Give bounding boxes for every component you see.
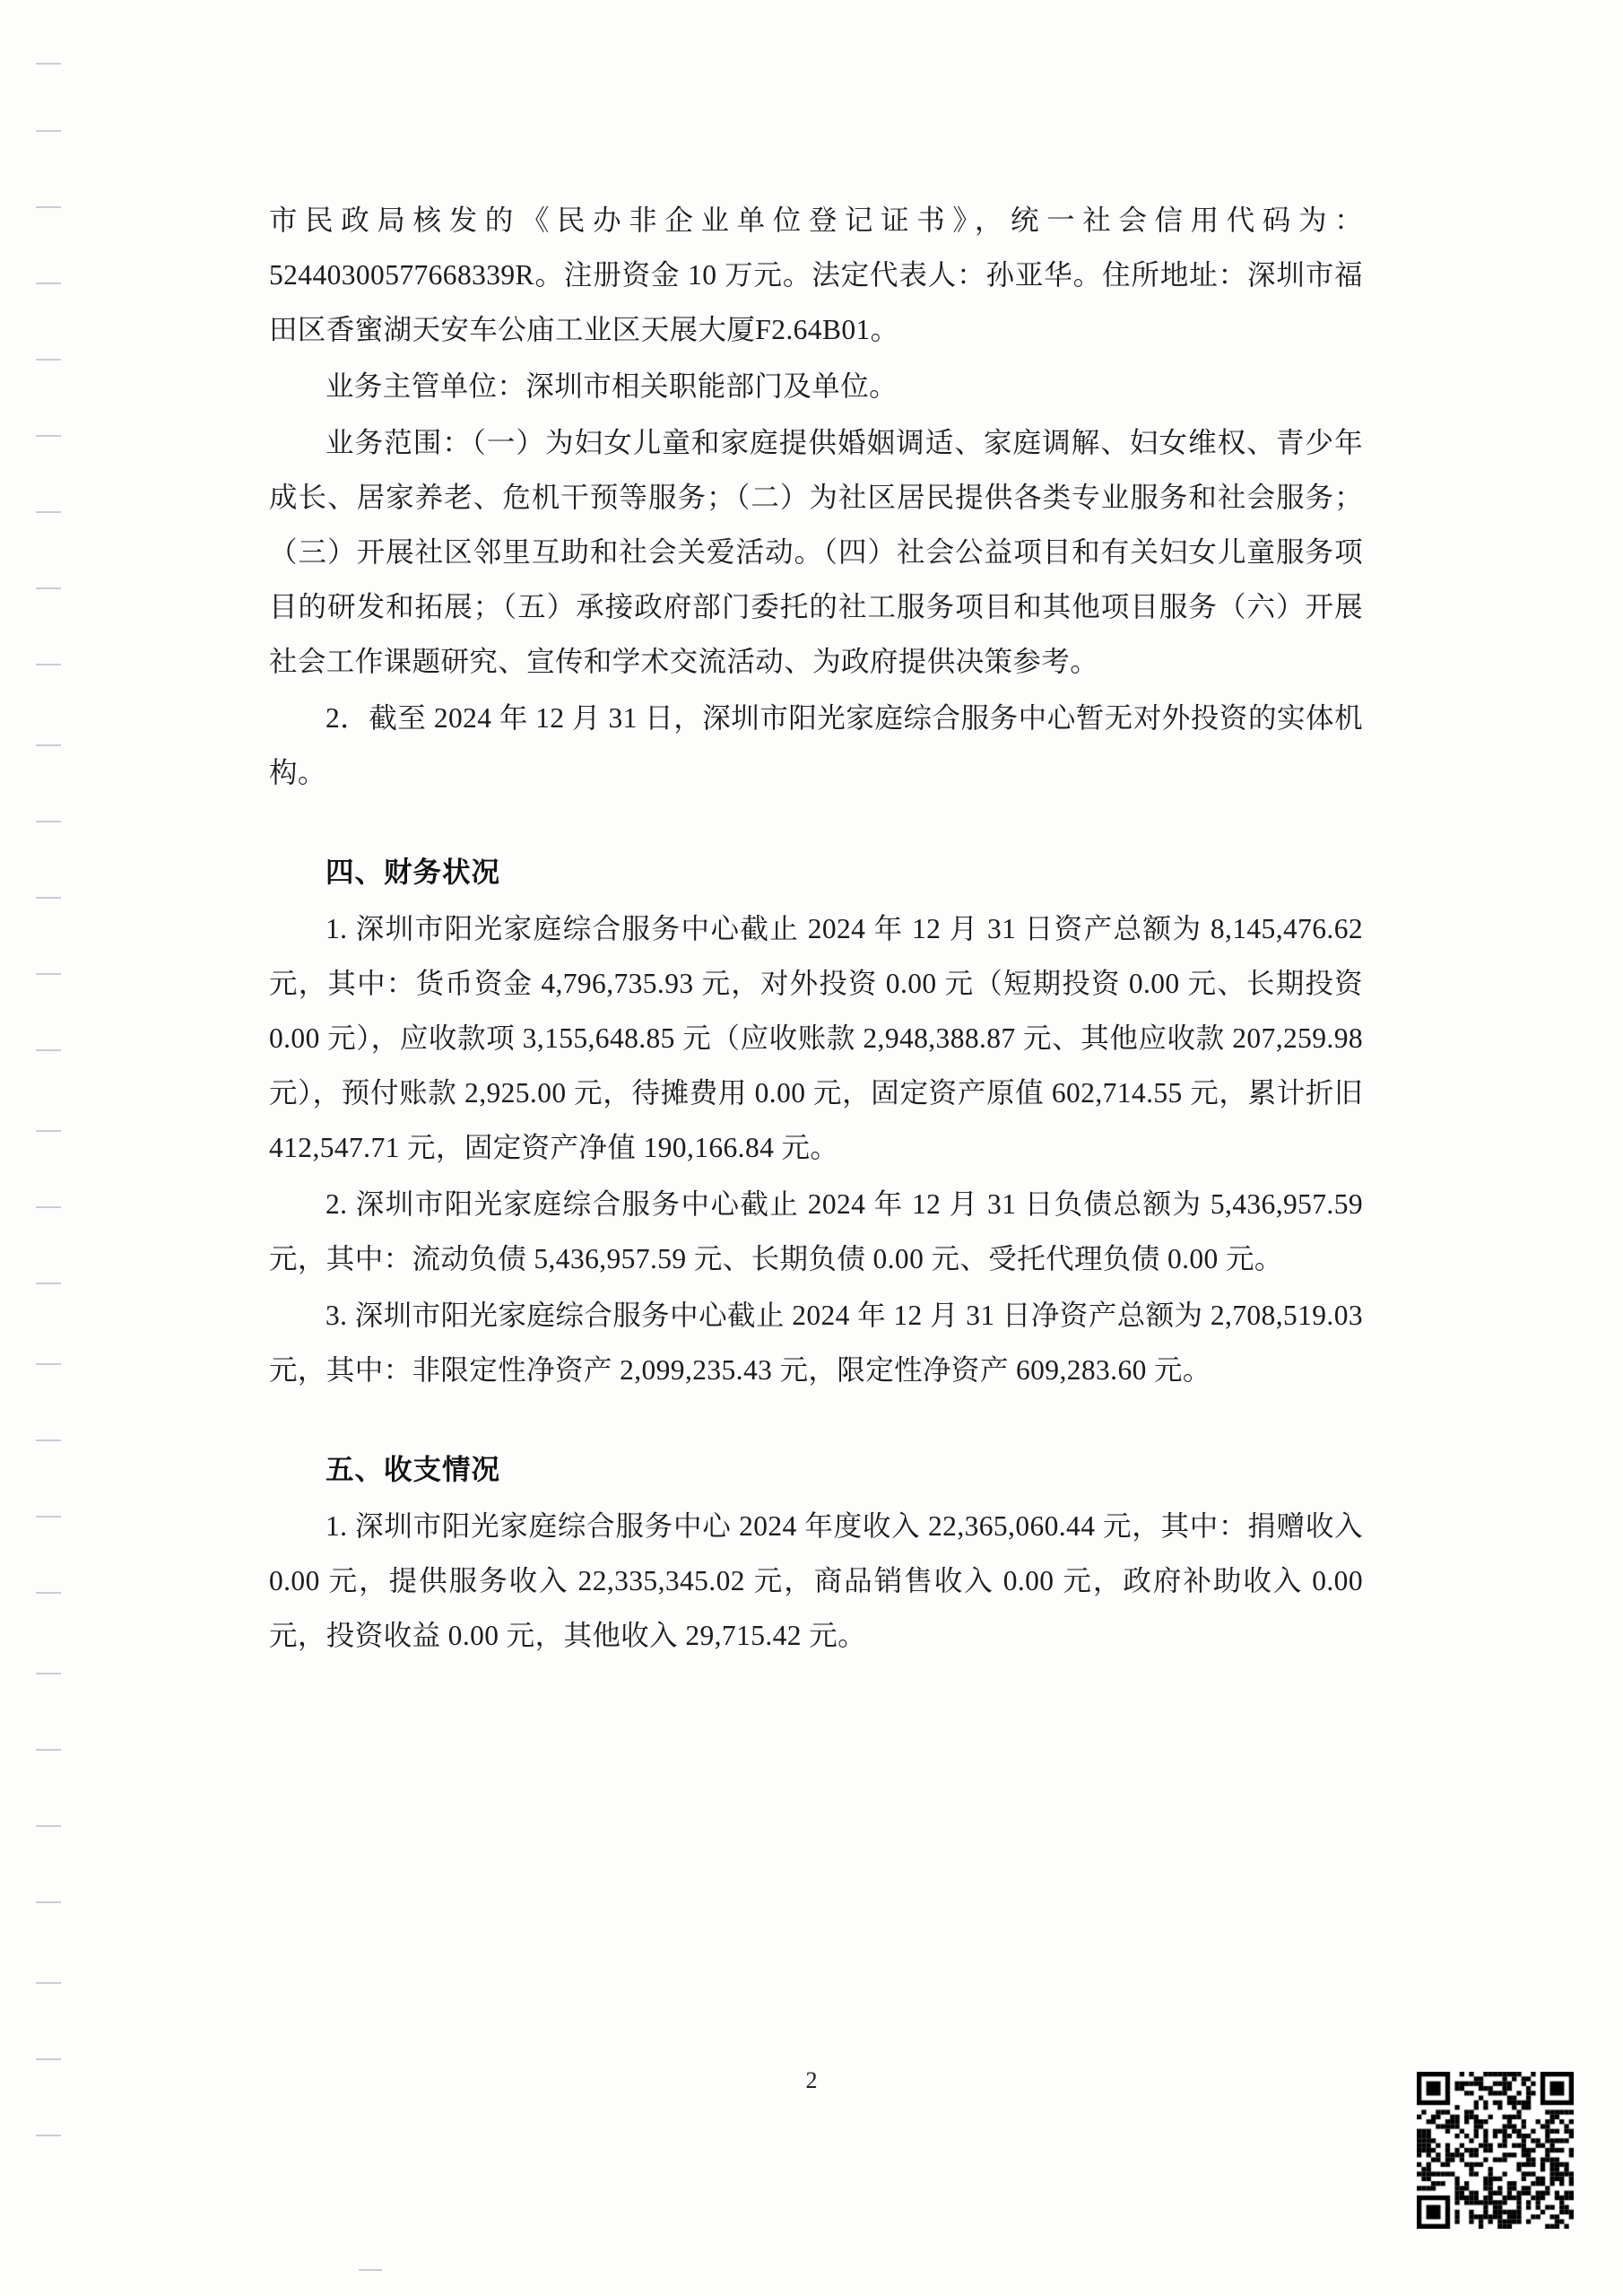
paragraph-registration-info: 市民政局核发的《民办非企业单位登记证书》，统一社会信用代码为：52440300577668339R。注册资金 10 万元。法定代表人：孙亚华。住所地址：深圳市福田区香蜜湖天安车公庙工业区天展大厦F2.64B01。 xyxy=(269,204,1363,345)
margin-scan-ticks xyxy=(36,63,72,2206)
heading-financial-status: 四、财务状况 xyxy=(325,857,501,888)
paragraph-no-external-investment: 2．截至 2024 年 12 月 31 日，深圳市阳光家庭综合服务中心暂无对外投资的实体机构。 xyxy=(269,702,1363,788)
paragraph-supervising-unit: 业务主管单位：深圳市相关职能部门及单位。 xyxy=(325,370,898,402)
paragraph-business-scope: 业务范围：（一）为妇女儿童和家庭提供婚姻调适、家庭调解、妇女维权、青少年成长、居家养老、危机干预等服务；（二）为社区居民提供各类专业服务和社会服务；（三）开展社区邻里互助和社会关爱活动。（四）社会公益项目和有关妇女儿童服务项目的研发和拓展；（五）承接政府部门委托的社工服务项目和其他项目服务（六）开展社会工作课题研究、宣传和学术交流活动、为政府提供决策参考。 xyxy=(269,427,1363,677)
bottom-scan-tick xyxy=(359,2269,382,2271)
section-gap xyxy=(269,802,1363,825)
heading-income-expenditure: 五、收支情况 xyxy=(325,1454,501,1485)
paragraph-net-assets: 3. 深圳市阳光家庭综合服务中心截止 2024 年 12 月 31 日净资产总额为 2,708,519.03 元，其中：非限定性净资产 2,099,235.43 元，限定性净资产 609,283.60 元。 xyxy=(269,1300,1363,1386)
paragraph-total-assets: 1. 深圳市阳光家庭综合服务中心截止 2024 年 12 月 31 日资产总额为 8,145,476.62 元，其中：货币资金 4,796,735.93 元，对外投资 0.00 元（短期投资 0.00 元、长期投资 0.00 元），应收款项 3,155,648.85 元（应收账款 2,948,388.87 元、其他应收款 207,259.98 元），预付账款 2,925.00 元，待摊费用 0.00 元，固定资产原值 602,714.55 元，累计折旧 412,547.71 元，固定资产净值 190,166.84 元。 xyxy=(269,913,1363,1163)
qr-code xyxy=(1417,2072,1574,2229)
section-gap-2 xyxy=(269,1399,1363,1422)
paragraph-annual-income: 1. 深圳市阳光家庭综合服务中心 2024 年度收入 22,365,060.44 元，其中：捐赠收入 0.00 元，提供服务收入 22,335,345.02 元，商品销售收入 0.00 元，政府补助收入 0.00 元，投资收益 0.00 元，其他收入 29,715.42 元。 xyxy=(269,1510,1363,1651)
page-number: 2 xyxy=(805,2067,818,2093)
paragraph-total-liabilities: 2. 深圳市阳光家庭综合服务中心截止 2024 年 12 月 31 日负债总额为 5,436,957.59 元，其中：流动负债 5,436,957.59 元、长期负债 0.00 元、受托代理负债 0.00 元。 xyxy=(269,1188,1363,1274)
document-body xyxy=(269,193,1363,1665)
